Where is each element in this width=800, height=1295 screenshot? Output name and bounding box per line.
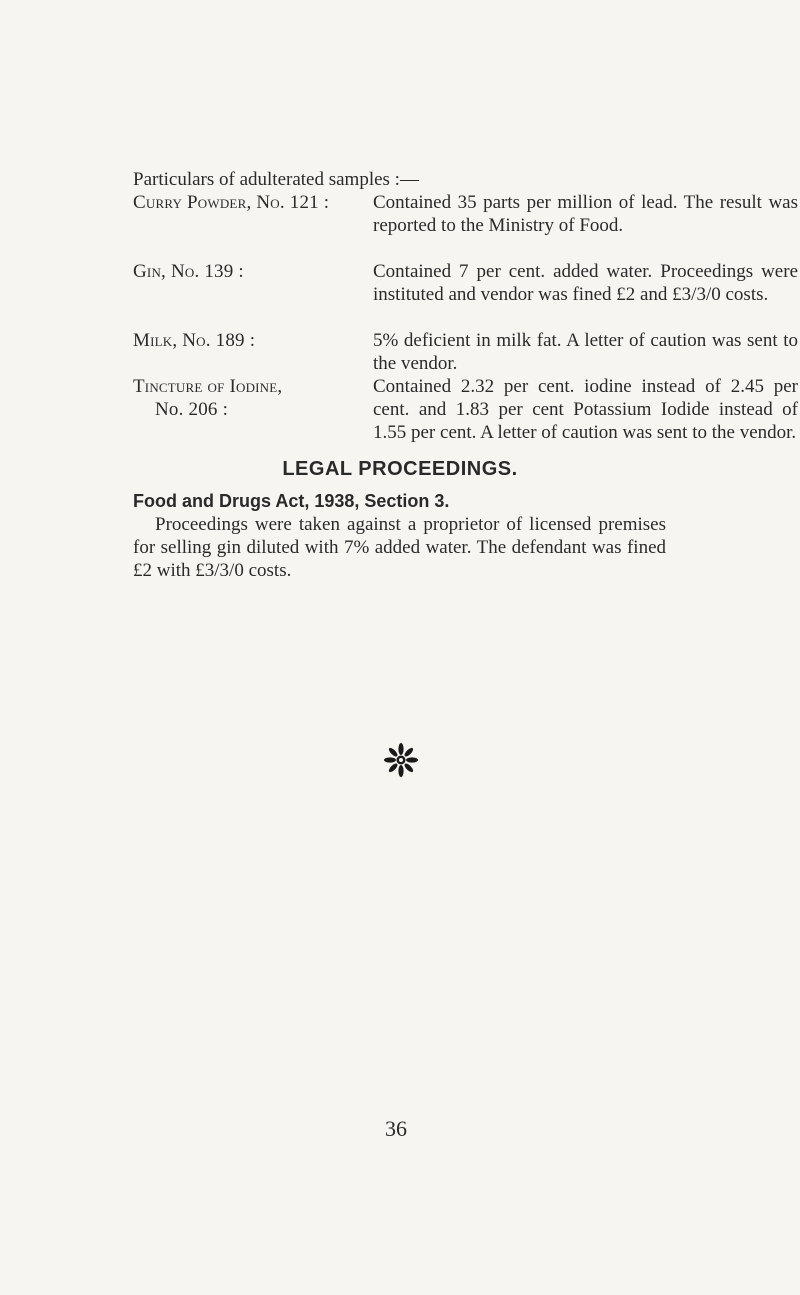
act-section-title: Food and Drugs Act, 1938, Section 3. xyxy=(133,491,450,511)
sample-label xyxy=(133,375,368,421)
page-number: 36 xyxy=(385,1116,407,1141)
sample-label-line-1: Tincture of Iodine, xyxy=(133,376,283,397)
sample-label: Milk, No. 189 : xyxy=(133,330,256,351)
sample-label: Curry Powder, No. 121 : xyxy=(133,192,330,213)
sample-label-line-2: No. 206 : xyxy=(155,399,229,420)
sample-description: 5% deficient in milk fat. A letter of caution was sent to the vendor. xyxy=(373,330,798,374)
legal-paragraph: Proceedings were taken against a proprietor of licensed premises for selling gin diluted with 7% added water. The defendant was fined £2 with £3/3/0 costs. xyxy=(133,514,666,581)
sample-label: Gin, No. 139 : xyxy=(133,261,244,282)
sample-description: Contained 35 parts per million of lead. The result was reported to the Ministry of Food. xyxy=(373,192,798,236)
sample-description: Contained 7 per cent. added water. Proceedings were instituted and vendor was fined £2 and £3/3/0 costs. xyxy=(373,261,798,305)
flower-ornament-icon xyxy=(383,742,419,778)
sample-description: Contained 2.32 per cent. iodine instead of 2.45 per cent. and 1.83 per cent Potassium Iodide instead of 1.55 per cent. A letter of caution was sent to the vendor. xyxy=(373,376,798,443)
legal-proceedings-heading: LEGAL PROCEEDINGS. xyxy=(282,458,518,480)
intro-text: Particulars of adulterated samples :— xyxy=(133,169,419,190)
